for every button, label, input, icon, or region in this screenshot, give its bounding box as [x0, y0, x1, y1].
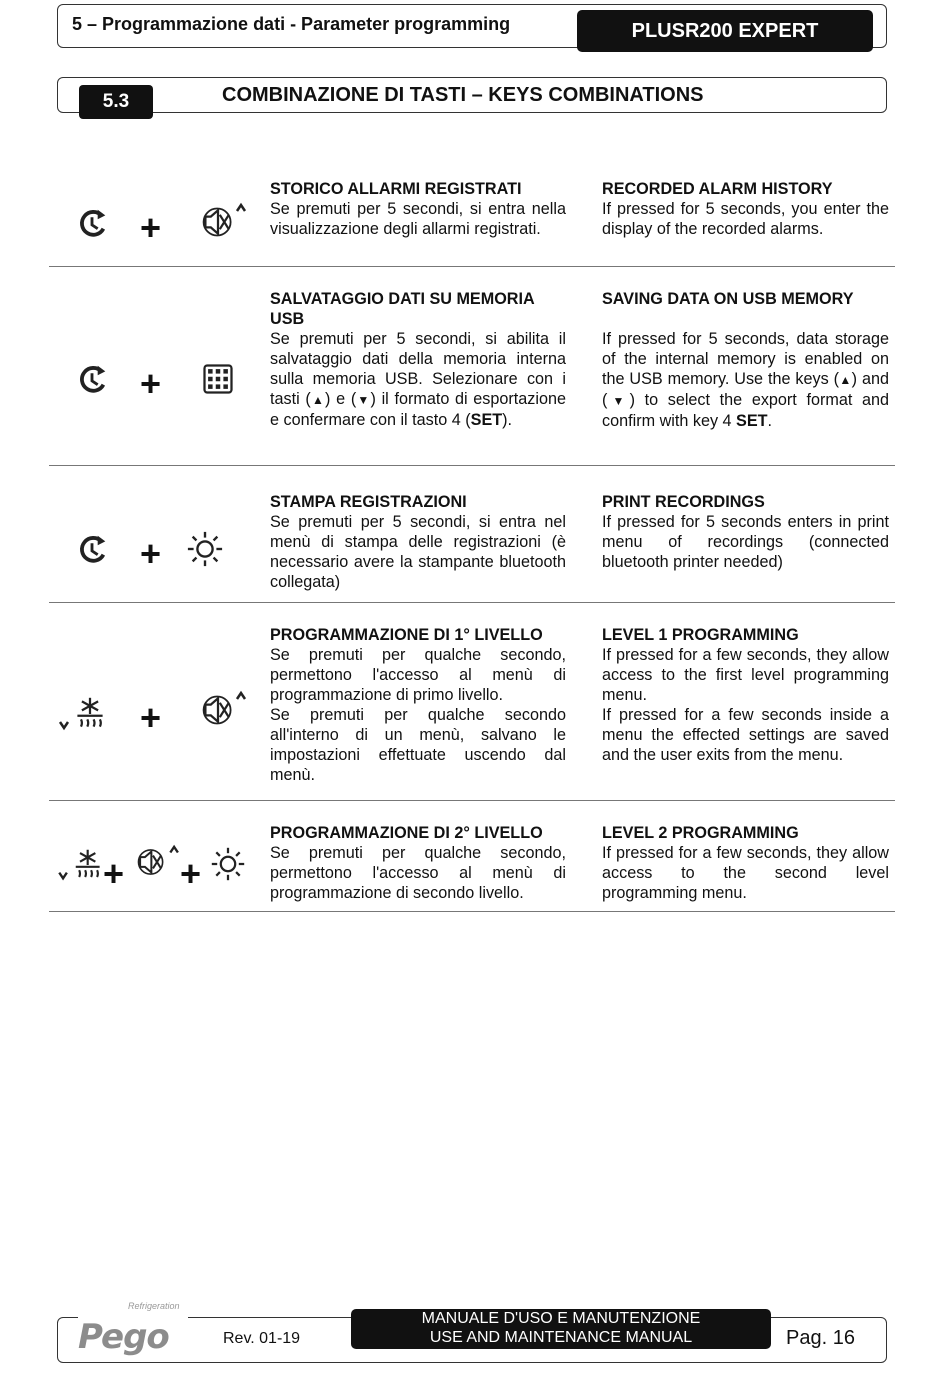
row-text: If pressed for 5 seconds enters in print menu of recordings (connected bluetooth printer needed)	[602, 513, 889, 571]
defrost-down-key-icon	[58, 696, 110, 739]
row-text: If pressed for a few seconds, they allow access to the first level programming menu.	[602, 646, 889, 704]
down-arrow-icon: ▼	[356, 393, 371, 407]
row-title: SAVING DATA ON USB MEMORY	[602, 290, 854, 308]
revision: Rev. 01-19	[223, 1330, 301, 1347]
section-number: 5.3	[79, 85, 153, 119]
up-arrow-icon: ▲	[310, 393, 326, 407]
defrost-down-key-icon	[57, 848, 107, 889]
pego-logo: Refrigeration Pego	[78, 1297, 188, 1353]
row-divider	[49, 602, 895, 603]
row2-en	[602, 289, 889, 431]
up-arrow-icon: ▲	[838, 373, 852, 387]
row-title: LEVEL 1 PROGRAMMING	[602, 626, 799, 644]
mute-up-key-icon	[134, 844, 182, 885]
row-title: SALVATAGGIO DATI SU MEMORIA USB	[270, 290, 535, 328]
row1-en	[602, 179, 889, 239]
row-text: If pressed for 5 seconds, data storage of the internal memory is enabled on the USB memory. Use the keys (▲) and (▼) to select the export format and confirm with key 4 SET.	[602, 330, 889, 430]
row-text: If pressed for 5 seconds, you enter the display of the recorded alarms.	[602, 200, 889, 238]
chapter-title: 5 – Programmazione dati - Parameter programming	[72, 14, 511, 34]
row-divider	[49, 911, 895, 912]
history-key-icon	[73, 530, 111, 573]
section-title: COMBINAZIONE DI TASTI – KEYS COMBINATIONS	[222, 84, 704, 106]
row-text: Se premuti per qualche secondo, permettono l'accesso al menù di programmazione di primo livello.	[270, 646, 566, 704]
row-divider	[49, 266, 895, 267]
row-title: PRINT RECORDINGS	[602, 493, 765, 511]
manual-title: MANUALE D'USO E MANUTENZIONE USE AND MAINTENANCE MANUAL	[351, 1309, 771, 1349]
row2-it	[270, 289, 566, 430]
plus-sign: +	[140, 207, 162, 248]
row5-en	[602, 823, 889, 903]
plus-sign: +	[140, 363, 162, 404]
row-divider	[49, 800, 895, 801]
mute-up-key-icon	[200, 202, 248, 245]
row-divider	[49, 465, 895, 466]
page-number: Pag. 16	[786, 1327, 855, 1349]
row-text: Se premuti per 5 secondi, si entra nella visualizzazione degli allarmi registrati.	[270, 200, 566, 238]
row-text: If pressed for a few seconds, they allow access to the second level programming menu.	[602, 844, 889, 902]
row3-en	[602, 492, 889, 572]
row-title: STORICO ALLARMI REGISTRATI	[270, 180, 522, 198]
light-key-icon	[210, 846, 246, 887]
history-key-icon	[73, 360, 111, 403]
row3-it	[270, 492, 566, 592]
row-title: STAMPA REGISTRAZIONI	[270, 493, 467, 511]
row-text-2: Se premuti per qualche secondo all'interno di un menù, salvano le impostazioni effettuate uscendo dal menù.	[270, 706, 566, 784]
history-key-icon	[73, 204, 111, 247]
row-title: PROGRAMMAZIONE DI 1° LIVELLO	[270, 626, 543, 644]
row-text: Se premuti per qualche secondo, permettono l'accesso al menù di programmazione di secondo livello.	[270, 844, 566, 902]
plus-sign: +	[103, 853, 125, 894]
light-key-icon	[186, 530, 224, 573]
plus-sign: +	[180, 853, 202, 894]
row-title: LEVEL 2 PROGRAMMING	[602, 824, 799, 842]
mute-up-key-icon	[200, 690, 248, 733]
row4-en	[602, 625, 889, 765]
usb-memory-key-icon	[200, 361, 236, 402]
row-text: Se premuti per 5 secondi, si entra nel menù di stampa delle registrazioni (è necessario avere la stampante bluetooth collegata)	[270, 513, 566, 591]
row-title: PROGRAMMAZIONE DI 2° LIVELLO	[270, 824, 543, 842]
down-arrow-icon: ▼	[607, 394, 630, 408]
row-title: RECORDED ALARM HISTORY	[602, 180, 833, 198]
row1-it	[270, 179, 566, 239]
row5-it	[270, 823, 566, 903]
row4-it	[270, 625, 566, 785]
model-badge: PLUSR200 EXPERT	[577, 10, 873, 52]
plus-sign: +	[140, 697, 162, 738]
plus-sign: +	[140, 533, 162, 574]
row-text: Se premuti per 5 secondi, si abilita il salvataggio dati della memoria interna sulla memoria USB. Selezionare con i tasti (▲) e (▼) il formato di esportazione e confermare con il tasto 4 (SET).	[270, 330, 566, 429]
row-text-2: If pressed for a few seconds inside a menu the effected settings are saved and the user exits from the menu.	[602, 706, 889, 764]
